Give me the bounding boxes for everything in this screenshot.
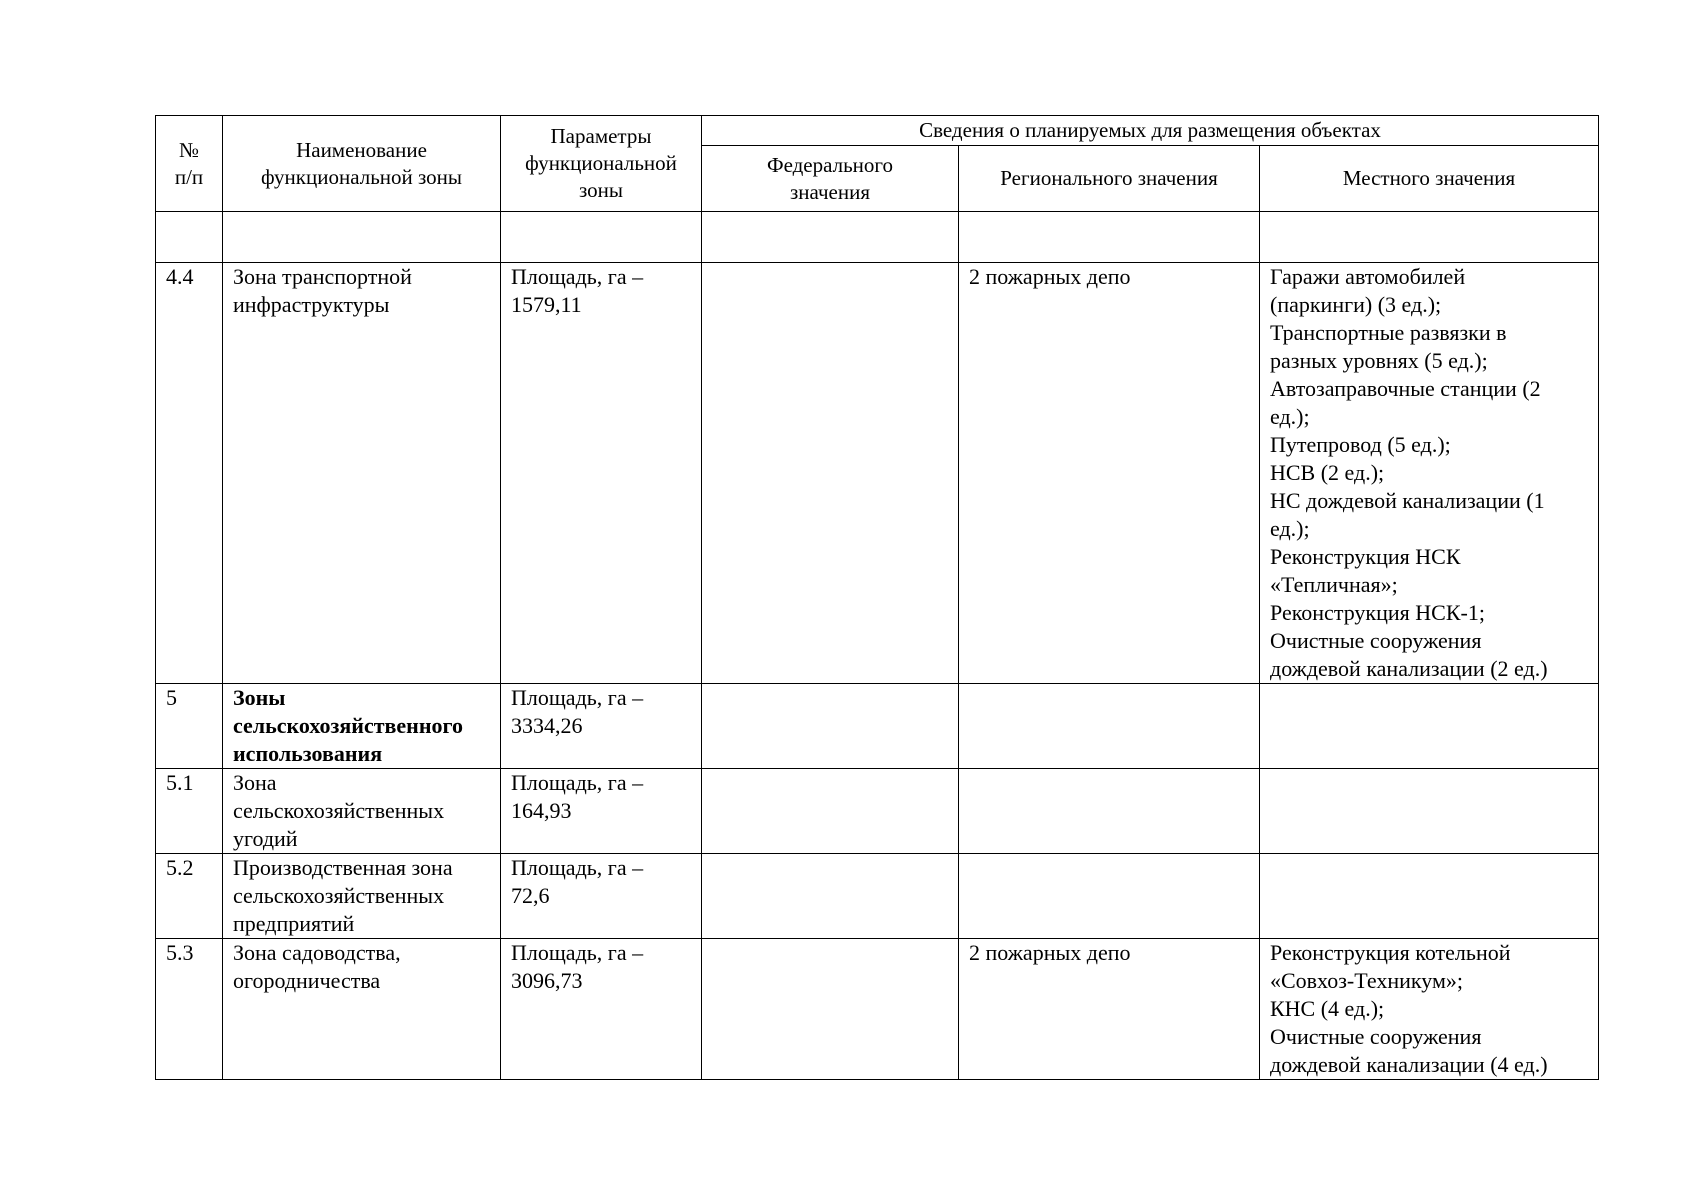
- row-number: 5: [156, 684, 223, 769]
- regional-objects: 2 пожарных депо: [959, 939, 1260, 1080]
- zone-parameters: Площадь, га – 1579,11: [501, 263, 702, 684]
- federal-objects: [702, 769, 959, 854]
- local-objects: [1260, 854, 1599, 939]
- table-row: [156, 769, 1599, 854]
- planned-objects-table: [155, 115, 1599, 1080]
- empty-cell: [156, 212, 223, 263]
- zone-parameters: Площадь, га – 3334,26: [501, 684, 702, 769]
- table-row: [156, 684, 1599, 769]
- header-zone-name: Наименование функциональной зоны: [223, 116, 501, 212]
- table-row: [156, 263, 1599, 684]
- empty-cell: [1260, 212, 1599, 263]
- federal-objects: [702, 939, 959, 1080]
- header-local: Местного значения: [1260, 146, 1599, 212]
- table-row: [156, 939, 1599, 1080]
- empty-cell: [223, 212, 501, 263]
- zone-parameters: Площадь, га – 72,6: [501, 854, 702, 939]
- local-objects: [1260, 769, 1599, 854]
- empty-cell: [702, 212, 959, 263]
- regional-objects: [959, 854, 1260, 939]
- federal-objects: [702, 684, 959, 769]
- row-number: 4.4: [156, 263, 223, 684]
- zone-parameters: Площадь, га – 164,93: [501, 769, 702, 854]
- zone-name: Производственная зона сельскохозяйственных предприятий: [223, 854, 501, 939]
- header-row-1: [156, 116, 1599, 146]
- regional-objects: [959, 684, 1260, 769]
- row-number: 5.3: [156, 939, 223, 1080]
- empty-cell: [959, 212, 1260, 263]
- table-row: [156, 854, 1599, 939]
- regional-objects: [959, 769, 1260, 854]
- zone-parameters: Площадь, га – 3096,73: [501, 939, 702, 1080]
- regional-objects: 2 пожарных депо: [959, 263, 1260, 684]
- local-objects: Гаражи автомобилей (паркинги) (3 ед.); Транспортные развязки в разных уровнях (5 ед.); Автозаправочные станции (2 ед.); Путепровод (5 ед.); НСВ (2 ед.); НС дождевой канализации (1 ед.); Реконструкция НСК «Тепличная»; Реконструкция НСК-1; Очистные сооружения дождевой канализации (2 ед.): [1260, 263, 1599, 684]
- header-regional: Регионального значения: [959, 146, 1260, 212]
- zone-name: Зона сельскохозяйственных угодий: [223, 769, 501, 854]
- zone-name: Зона транспортной инфраструктуры: [223, 263, 501, 684]
- header-planned-objects: Сведения о планируемых для размещения объектах: [702, 116, 1599, 146]
- zone-name: Зоны сельскохозяйственного использования: [223, 684, 501, 769]
- header-zone-parameters: Параметры функциональной зоны: [501, 116, 702, 212]
- local-objects: [1260, 684, 1599, 769]
- empty-row: [156, 212, 1599, 263]
- federal-objects: [702, 854, 959, 939]
- local-objects: Реконструкция котельной «Совхоз-Техникум»; КНС (4 ед.); Очистные сооружения дождевой канализации (4 ед.): [1260, 939, 1599, 1080]
- row-number: 5.2: [156, 854, 223, 939]
- header-number: № п/п: [156, 116, 223, 212]
- empty-cell: [501, 212, 702, 263]
- zone-name: Зона садоводства, огородничества: [223, 939, 501, 1080]
- row-number: 5.1: [156, 769, 223, 854]
- federal-objects: [702, 263, 959, 684]
- header-federal: Федерального значения: [702, 146, 959, 212]
